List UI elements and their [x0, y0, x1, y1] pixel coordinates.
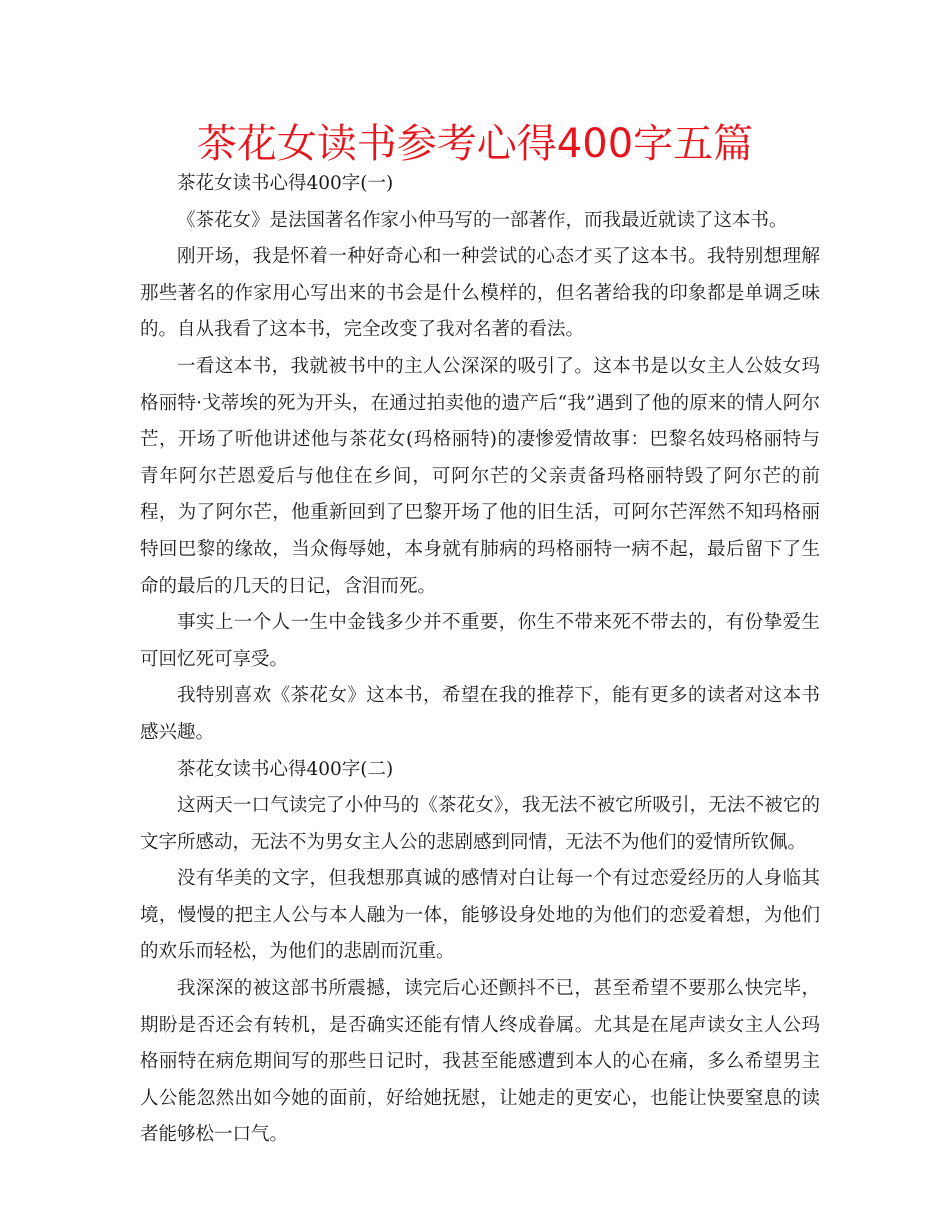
document-title: 茶花女读书参考心得400字五篇	[196, 121, 754, 167]
body-paragraph: 我特别喜欢《茶花女》这本书，希望在我的推荐下，能有更多的读者对这本书感兴趣。	[140, 685, 820, 743]
section-heading: 茶花女读书心得400字(二)	[177, 758, 394, 780]
body-paragraph: 这两天一口气读完了小仲马的《茶花女》，我无法不被它所吸引，无法不被它的文字所感动，无法不为男女主人公的悲剧感到同情，无法不为他们的爱情所钦佩。	[140, 795, 820, 853]
body-paragraph: 刚开场，我是怀着一种好奇心和一种尝试的心态才买了这本书。我特别想理解那些著名的作家用心写出来的书会是什么模样的，但名著给我的印象都是单调乏味的。自从我看了这本书，完全改变了我对名著的看法。	[140, 246, 820, 341]
document-body	[140, 166, 820, 1154]
body-paragraph: 《茶花女》是法国著名作家小仲马写的一部著作，而我最近就读了这本书。	[177, 209, 788, 231]
section-heading: 茶花女读书心得400字(一)	[177, 173, 394, 194]
body-paragraph: 一看这本书，我就被书中的主人公深深的吸引了。这本书是以女主人公妓女玛格丽特·戈蒂埃的死为开头，在通过拍卖他的遗产后“我”遇到了他的原来的情人阿尔芒，开场了听他讲述他与茶花女(玛格丽特)的凄惨爱情故事：巴黎名妓玛格丽特与青年阿尔芒恩爱后与他住在乡间，可阿尔芒的父亲责备玛格丽特毁了阿尔芒的前程，为了阿尔芒，他重新回到了巴黎开场了他的旧生活，可阿尔芒浑然不知玛格丽特回巴黎的缘故，当众侮辱她，本身就有肺病的玛格丽特一病不起，最后留下了生命的最后的几天的日记，含泪而死。	[140, 355, 820, 597]
body-paragraph: 我深深的被这部书所震撼，读完后心还颤抖不已，甚至希望不要那么快完毕，期盼是否还会有转机，是否确实还能有情人终成眷属。尤其是在尾声读女主人公玛格丽特在病危期间写的那些日记时，我甚至能感遭到本人的心在痛，多么希望男主人公能忽然出如今她的面前，好给她抚慰，让她走的更安心，也能让快要窒息的读者能够松一口气。	[140, 978, 820, 1146]
body-paragraph: 事实上一个人一生中金钱多少并不重要，你生不带来死不带去的，有份挚爱生可回忆死可享受。	[140, 612, 820, 670]
body-paragraph: 没有华美的文字，但我想那真诚的感情对白让每一个有过恋爱经历的人身临其境，慢慢的把主人公与本人融为一体，能够设身处地的为他们的恋爱着想，为他们的欢乐而轻松，为他们的悲剧而沉重。	[140, 868, 820, 963]
